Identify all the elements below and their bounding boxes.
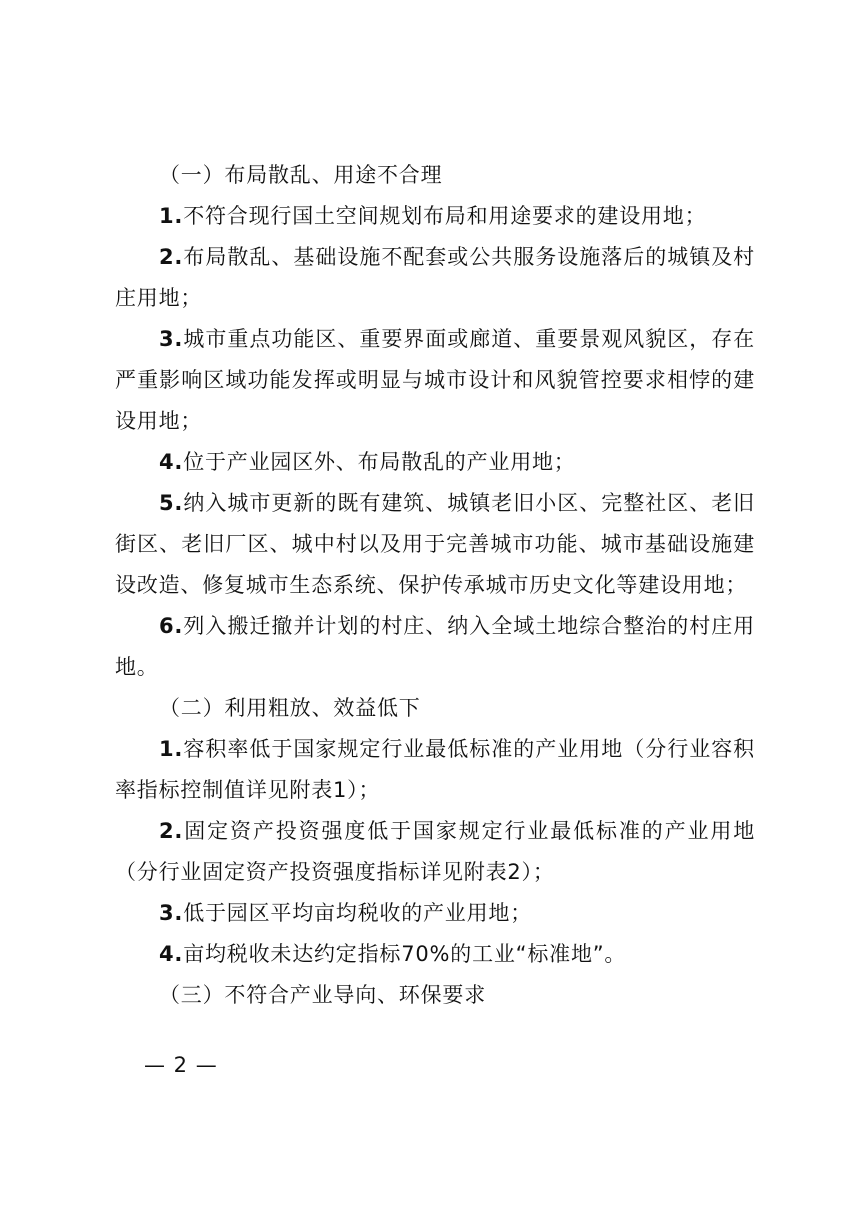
list-item: 1.容积率低于国家规定行业最低标准的产业用地（分行业容积率指标控制值详见附表1）；	[115, 737, 755, 802]
section-heading-1: （一）布局散乱、用途不合理	[159, 163, 443, 187]
list-item: 6.列入搬迁撤并计划的村庄、纳入全域土地综合整治的村庄用地。	[115, 614, 755, 679]
list-item: 5.纳入城市更新的既有建筑、城镇老旧小区、完整社区、老旧街区、老旧厂区、城中村以及用于完善城市功能、城市基础设施建设改造、修复城市生态系统、保护传承城市历史文化等建设用地；	[115, 491, 755, 597]
list-item: 2.布局散乱、基础设施不配套或公共服务设施落后的城镇及村庄用地；	[115, 245, 755, 310]
document-body	[115, 155, 755, 1016]
list-item: 2.固定资产投资强度低于国家规定行业最低标准的产业用地（分行业固定资产投资强度指标详见附表2）；	[115, 819, 755, 884]
list-item: 3.低于园区平均亩均税收的产业用地；	[159, 901, 533, 925]
section-heading-3: （三）不符合产业导向、环保要求	[159, 983, 486, 1007]
list-item: 1.不符合现行国土空间规划布局和用途要求的建设用地；	[159, 204, 707, 228]
list-item: 4.位于产业园区外、布局散乱的产业用地；	[159, 450, 576, 474]
list-item: 3.城市重点功能区、重要界面或廊道、重要景观风貌区，存在严重影响区域功能发挥或明显与城市设计和风貌管控要求相悖的建设用地；	[115, 327, 755, 433]
section-heading-2: （二）利用粗放、效益低下	[159, 696, 421, 720]
list-item: 4.亩均税收未达约定指标70%的工业“标准地”。	[159, 942, 627, 966]
page-number: — 2 —	[144, 1053, 218, 1077]
